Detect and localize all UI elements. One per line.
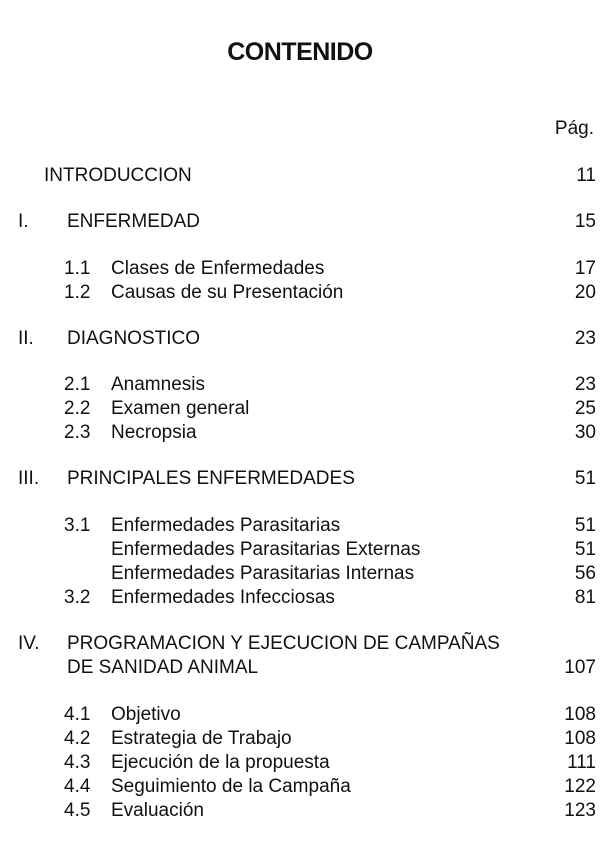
toc-subsection-3-1-internas <box>0 562 600 586</box>
toc-entry-label-line2: DE SANIDAD ANIMAL <box>67 657 259 678</box>
toc-subsection-3-1 <box>0 514 600 538</box>
toc-subsection-4-1 <box>0 703 600 727</box>
toc-entry-page: 108 <box>564 704 596 725</box>
toc-entry-page: 51 <box>574 539 596 560</box>
toc-entry-label: Causas de su Presentación <box>111 282 344 303</box>
toc-subsection-number: 2.1 <box>64 374 91 395</box>
toc-subsection-2-1 <box>0 373 600 397</box>
toc-section-numeral: II. <box>18 328 34 349</box>
toc-section-4-continued <box>0 656 600 680</box>
toc-subsection-number: 3.2 <box>64 587 91 608</box>
toc-entry-page: 122 <box>564 776 596 797</box>
toc-entry-label-line1: PROGRAMACION Y EJECUCION DE CAMPAÑAS <box>67 633 500 654</box>
toc-subsection-number: 4.3 <box>64 752 91 773</box>
toc-entry-label: ENFERMEDAD <box>67 211 201 232</box>
toc-entry-label: Anamnesis <box>111 374 205 395</box>
toc-entry-page: 51 <box>574 468 596 489</box>
toc-entry-page: 108 <box>564 728 596 749</box>
toc-entry-page: 111 <box>567 752 596 773</box>
toc-subsection-1-2 <box>0 281 600 305</box>
toc-entry-page: 30 <box>574 422 596 443</box>
toc-subsection-number: 3.1 <box>64 515 91 536</box>
toc-entry-page: 107 <box>564 657 596 678</box>
toc-subsection-3-1-externas <box>0 538 600 562</box>
toc-entry-label: Examen general <box>111 398 250 419</box>
toc-entry-label: Objetivo <box>111 704 181 725</box>
toc-subsection-number: 2.3 <box>64 422 91 443</box>
toc-entry-page: 23 <box>574 374 596 395</box>
page-column-header: Pág. <box>554 118 594 139</box>
toc-section-4 <box>0 632 600 656</box>
toc-section-numeral: IV. <box>18 633 40 654</box>
toc-subsection-2-3 <box>0 421 600 445</box>
toc-subsection-number: 4.5 <box>64 800 91 821</box>
toc-entry-page: 17 <box>574 258 596 279</box>
toc-section-1 <box>0 210 600 234</box>
toc-section-numeral: III. <box>18 468 40 489</box>
toc-entry-page: 20 <box>574 282 596 303</box>
toc-subsection-number: 4.2 <box>64 728 91 749</box>
toc-entry-page: 25 <box>574 398 596 419</box>
toc-section-3 <box>0 467 600 491</box>
toc-entry-page: 23 <box>574 328 596 349</box>
toc-entry-page: 11 <box>576 165 596 186</box>
toc-subsection-number: 1.1 <box>64 258 91 279</box>
toc-entry-label: Ejecución de la propuesta <box>111 752 330 773</box>
toc-entry-page: 15 <box>574 211 596 232</box>
toc-entry-label: Enfermedades Infecciosas <box>111 587 335 608</box>
toc-subsection-4-5 <box>0 799 600 823</box>
toc-entry-label: Seguimiento de la Campaña <box>111 776 351 797</box>
toc-section-numeral: I. <box>18 211 29 232</box>
toc-entry-label: PRINCIPALES ENFERMEDADES <box>67 468 355 489</box>
toc-subsection-3-2 <box>0 586 600 610</box>
toc-entry-label: Estrategia de Trabajo <box>111 728 292 749</box>
toc-subsection-number: 2.2 <box>64 398 91 419</box>
toc-entry-label: Enfermedades Parasitarias <box>111 515 341 536</box>
page-title: CONTENIDO <box>227 38 373 66</box>
toc-subsection-number: 1.2 <box>64 282 91 303</box>
toc-subsection-number: 4.1 <box>64 704 91 725</box>
toc-entry-page: 56 <box>574 563 596 584</box>
toc-entry-page: 51 <box>574 515 596 536</box>
toc-entry-label: Enfermedades Parasitarias Externas <box>111 539 421 560</box>
toc-subsection-4-2 <box>0 727 600 751</box>
toc-section-2 <box>0 327 600 351</box>
toc-entry-label: INTRODUCCION <box>44 165 192 186</box>
toc-entry-label: DIAGNOSTICO <box>67 328 201 349</box>
toc-subsection-4-3 <box>0 751 600 775</box>
toc-entry-introduccion <box>0 164 600 188</box>
toc-subsection-number: 4.4 <box>64 776 91 797</box>
toc-subsection-2-2 <box>0 397 600 421</box>
toc-entry-label: Enfermedades Parasitarias Internas <box>111 563 415 584</box>
toc-entry-label: Clases de Enfermedades <box>111 258 325 279</box>
toc-entry-page: 123 <box>564 800 596 821</box>
toc-entry-page: 81 <box>574 587 596 608</box>
toc-subsection-4-4 <box>0 775 600 799</box>
toc-subsection-1-1 <box>0 257 600 281</box>
toc-entry-label: Necropsia <box>111 422 197 443</box>
toc-entry-label: Evaluación <box>111 800 204 821</box>
